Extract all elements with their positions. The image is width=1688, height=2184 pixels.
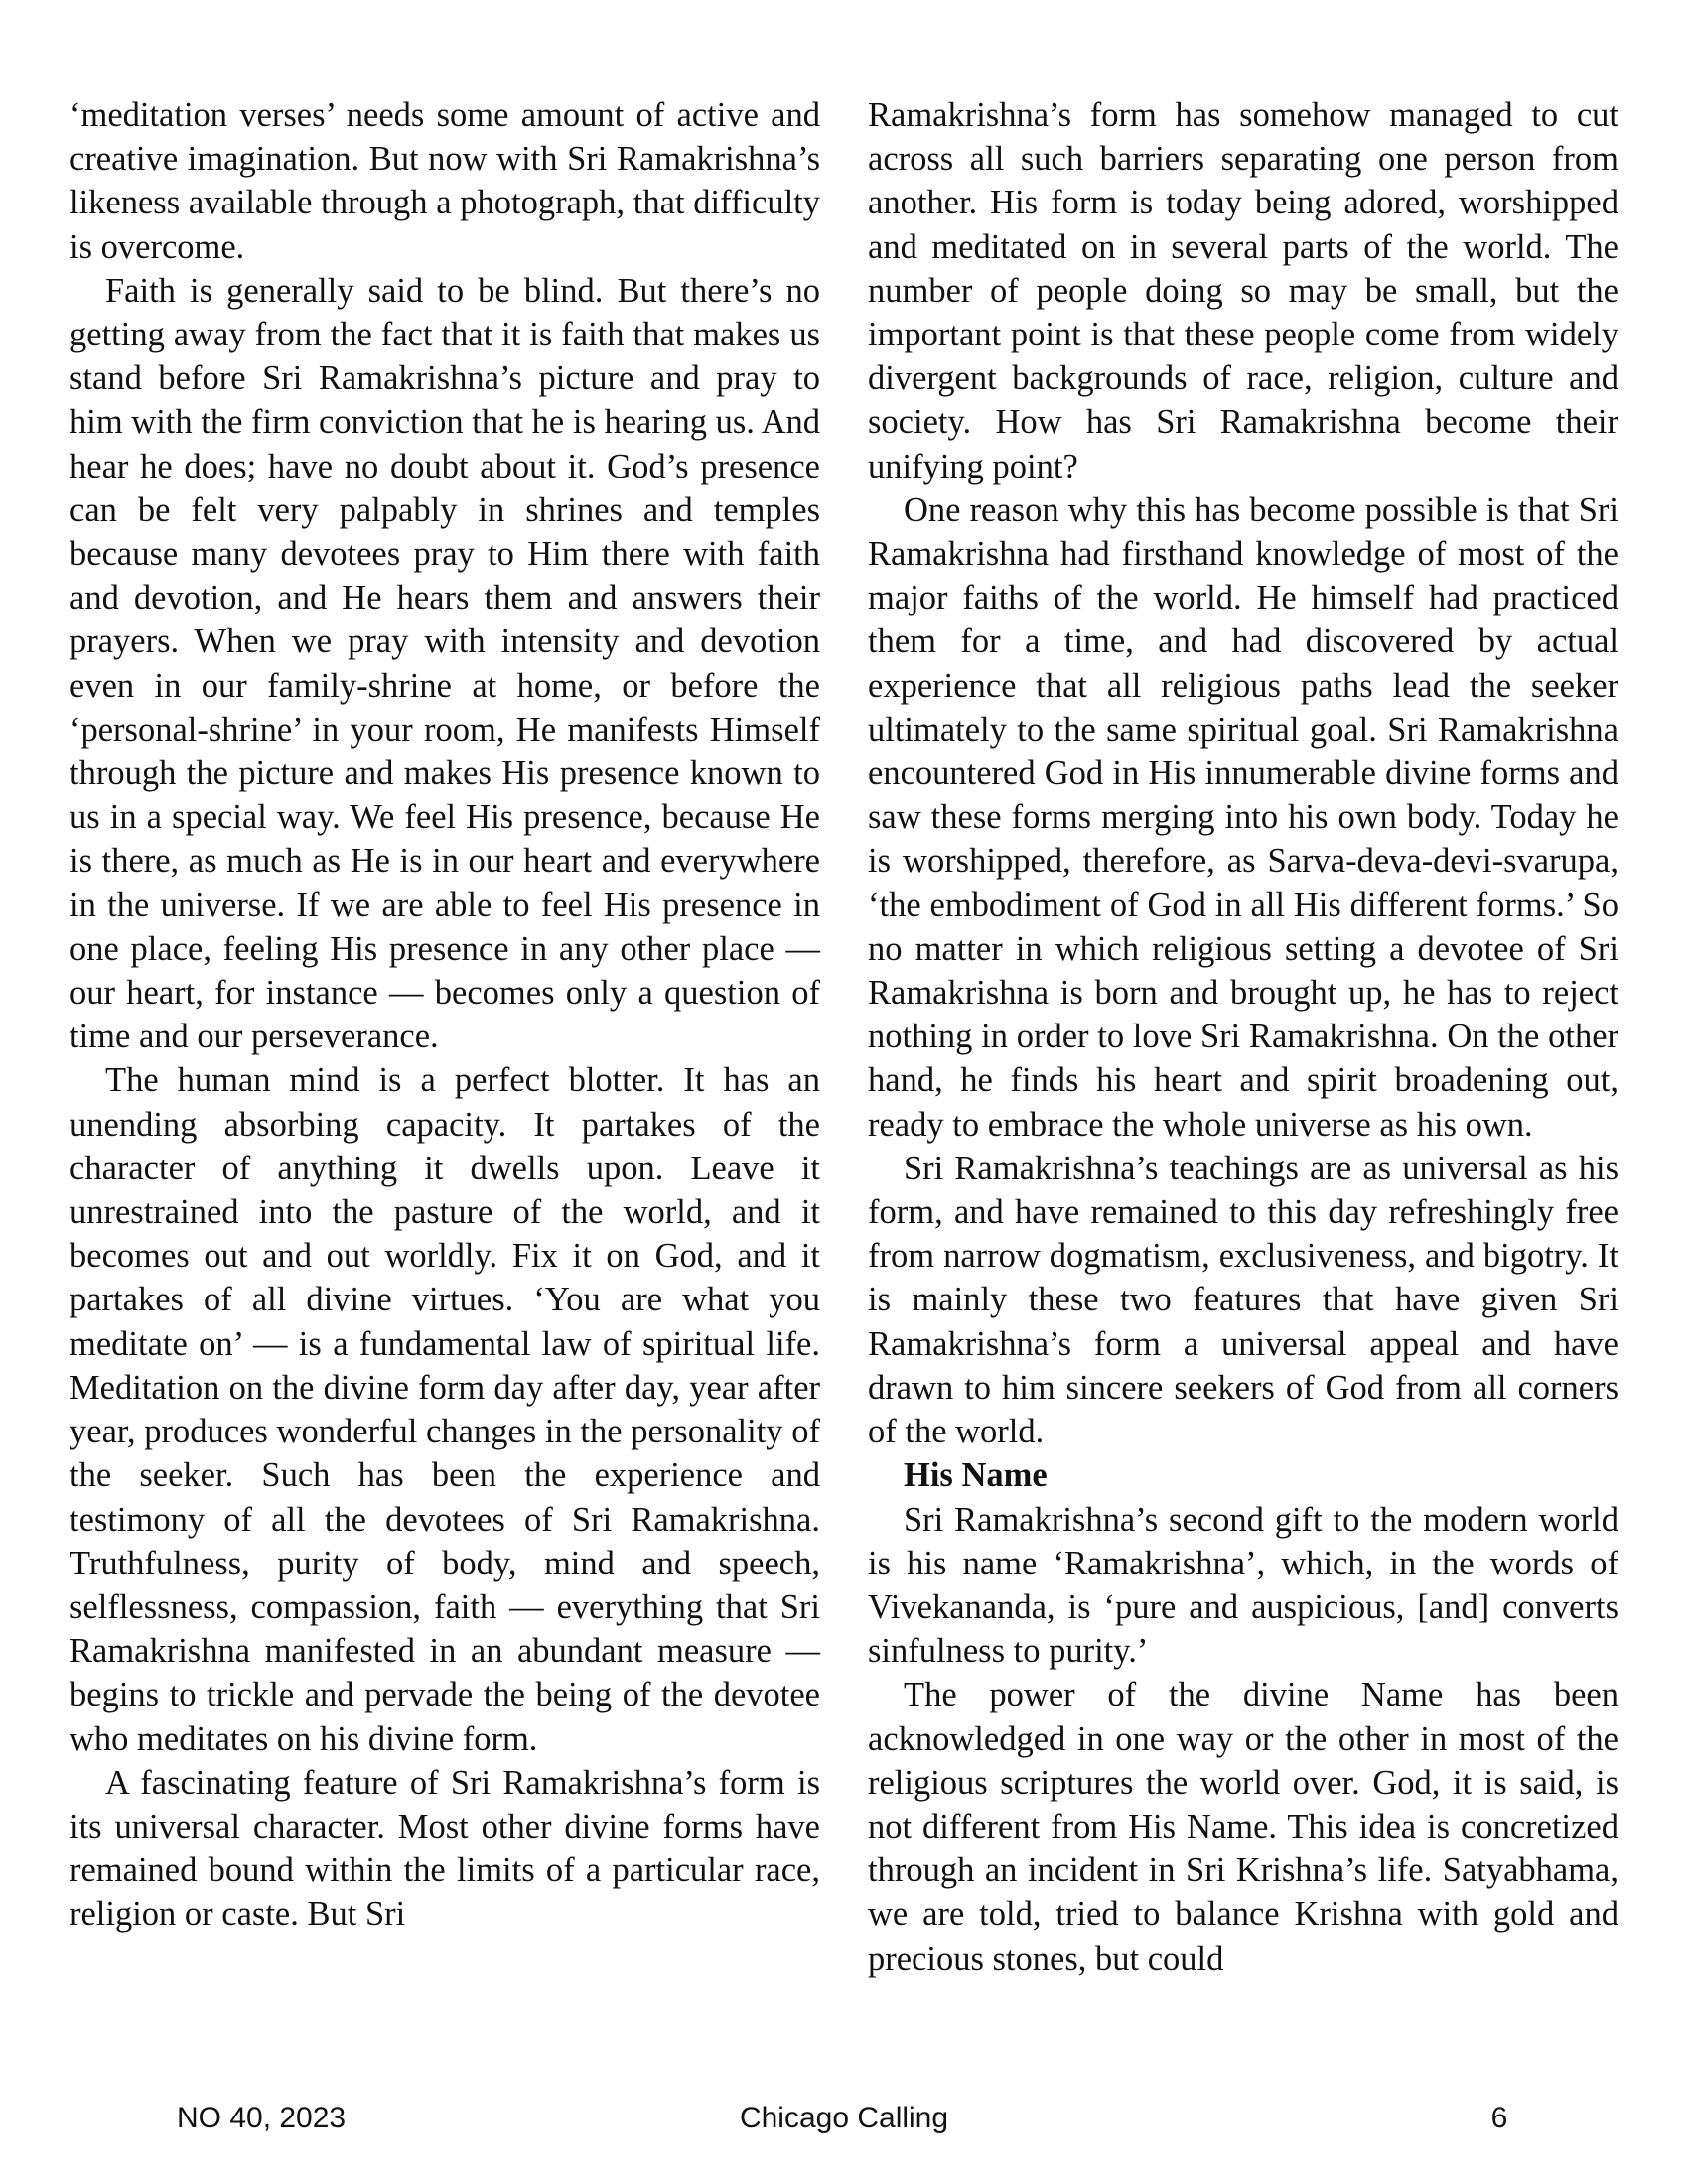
paragraph: Faith is generally said to be blind. But there’s no getting away from the fact that it is faith that makes us stand before Sri Ramakrishna’s picture and pray to him with the firm conviction that he is hearing us. And hear he does; have no doubt about it. God’s presence can be felt very palpably in shrines and temples because many devotees pray to Him there with faith and devotion, and He hears them and answers their prayers. When we pray with intensity and devotion even in our family-shrine at home, or before the ‘personal-shrine’ in your room, He manifests Himself through the picture and makes His presence known to us in a special way. We feel His presence, because He is there, as much as He is in our heart and everywhere in the universe. If we are able to feel His presence in one place, feeling His presence in any other place — our heart, for instance — becomes only a question of time and our perseverance. bbox=[70, 271, 821, 1056]
section-heading: His Name bbox=[904, 1456, 1048, 1495]
right-column bbox=[868, 93, 1618, 1980]
paragraph: The power of the divine Name has been acknowledged in one way or the other in most of the religious scriptures the world over. God, it is said, is not different from His Name. This idea is concretized through an incident in Sri Krishna’s life. Satyabhama, we are told, tried to balance Krishna with gold and precious stones, but could bbox=[868, 1676, 1618, 1978]
footer-page-number: 6 bbox=[1490, 2102, 1508, 2134]
paragraph: Ramakrishna’s form has somehow managed to cut across all such barriers separating one person from another. His form is today being adored, worshipped and meditated on in several parts of the world. The number of people doing so may be small, but the important point is that these people come from widely divergent backgrounds of race, religion, culture and society. How has Sri Ramakrishna become their unifying point? bbox=[868, 96, 1618, 485]
paragraph: ‘meditation verses’ needs some amount of active and creative imagination. But now with Sri Ramakrishna’s likeness available through a photograph, that difficulty is overcome. bbox=[70, 96, 820, 266]
paragraph: A fascinating feature of Sri Ramakrishna’s form is its universal character. Most other divine forms have remained bound within the limits of a particular race, religion or caste. But Sri bbox=[70, 1763, 820, 1934]
footer-publication: Chicago Calling bbox=[739, 2102, 949, 2134]
paragraph: Sri Ramakrishna’s second gift to the modern world is his name ‘Ramakrishna’, which, in the words of Vivekananda, is ‘pure and auspicious, [and] converts sinfulness to purity.’ bbox=[868, 1500, 1618, 1671]
footer-issue: NO 40, 2023 bbox=[177, 2102, 347, 2134]
paragraph: One reason why this has become possible is that Sri Ramakrishna had firsthand knowledge of most of the major faiths of the world. He himself had practiced them for a time, and had discovered by actual experience that all religious paths lead the seeker ultimately to the same spiritual goal. Sri Ramakrishna encountered God in His innumerable divine forms and saw these forms merging into his own body. Today he is worshipped, therefore, as Sarva-deva-devi-svarupa, ‘the embodiment of God in all His different forms.’ So no matter in which religious setting a devotee of Sri Ramakrishna is born and brought up, he has to reject nothing in order to love Sri Ramakrishna. On the other hand, he finds his heart and spirit broadening out, ready to embrace the whole universe as his own. bbox=[868, 490, 1618, 1144]
left-column bbox=[70, 93, 820, 1937]
paragraph: Sri Ramakrishna’s teachings are as universal as his form, and have remained to this day refreshingly free from narrow dogmatism, exclusiveness, and bigotry. It is mainly these two features that have given Sri Ramakrishna’s form a universal appeal and have drawn to him sincere seekers of God from all corners of the world. bbox=[868, 1149, 1618, 1451]
page-footer bbox=[0, 2097, 1688, 2140]
paragraph: The human mind is a perfect blotter. It has an unending absorbing capacity. It partakes of the character of anything it dwells upon. Leave it unrestrained into the pasture of the world, and it becomes out and out worldly. Fix it on God, and it partakes of all divine virtues. ‘You are what you meditate on’ — is a fundamental law of spiritual life. Meditation on the divine form day after day, year after year, produces wonderful changes in the personality of the seeker. Such has been the experience and testimony of all the devotees of Sri Ramakrishna. Truthfulness, purity of body, mind and speech, selflessness, compassion, faith — everything that Sri Ramakrishna manifested in an abundant measure — begins to trickle and pervade the being of the devotee who meditates on his divine form. bbox=[70, 1061, 820, 1758]
